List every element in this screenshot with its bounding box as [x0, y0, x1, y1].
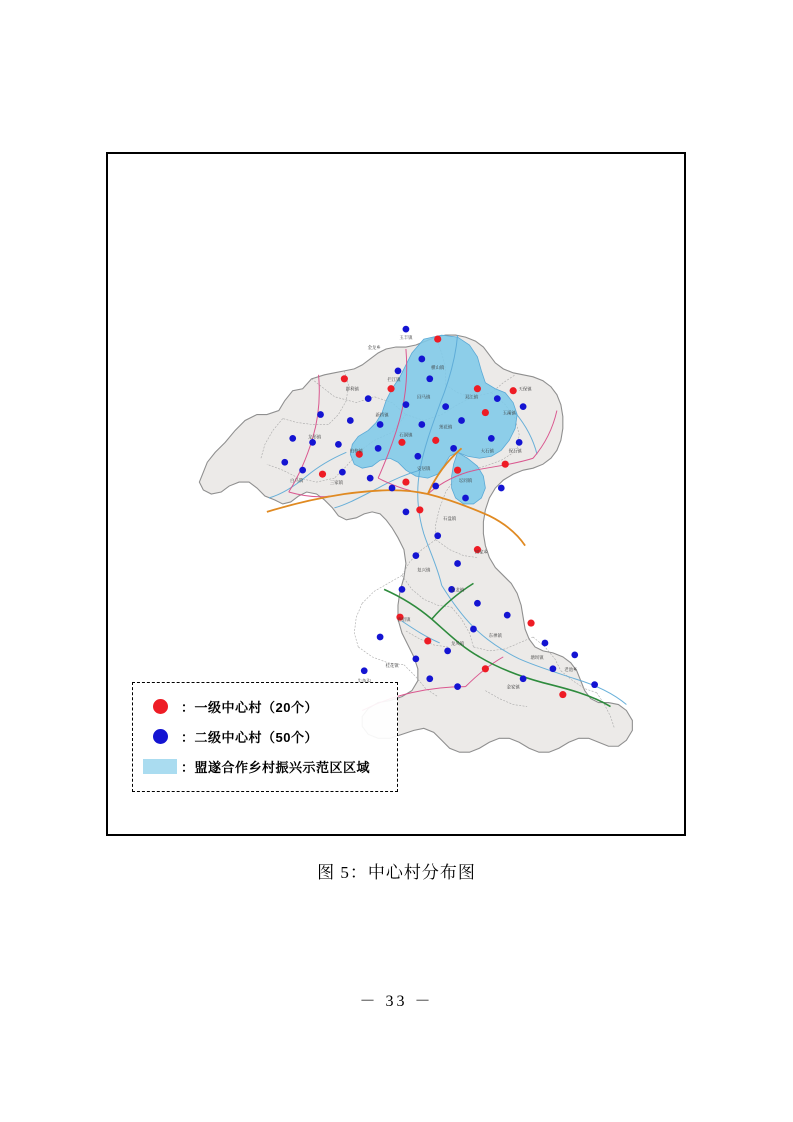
primary-village-dot: [482, 409, 489, 416]
secondary-village-dot: [317, 411, 324, 418]
secondary-village-dot: [347, 417, 354, 424]
township-label: 塘坝镇: [530, 654, 544, 660]
secondary-village-dot: [442, 403, 449, 410]
secondary-village-dot: [309, 439, 316, 446]
secondary-village-dot: [432, 483, 439, 490]
township-label: 新桥镇: [375, 412, 389, 418]
legend-label-zone: ：盟遂合作乡村振兴示范区区域: [181, 759, 371, 775]
township-label: 回马镇: [417, 394, 431, 400]
township-label: 莲花镇: [439, 424, 453, 430]
secondary-village-dot: [454, 683, 461, 690]
primary-village-dot: [424, 637, 431, 644]
secondary-village-dot: [550, 665, 557, 672]
red-dot-icon: [143, 699, 177, 714]
secondary-village-dot: [361, 667, 368, 674]
secondary-village-dot: [367, 475, 374, 482]
secondary-village-dot: [335, 441, 342, 448]
primary-village-dot: [502, 461, 509, 468]
secondary-village-dot: [403, 326, 410, 333]
secondary-village-dot: [434, 532, 441, 539]
secondary-village-dot: [399, 586, 406, 593]
township-label: 白马镇: [290, 478, 304, 484]
primary-village-dot: [398, 439, 405, 446]
primary-village-dot: [482, 665, 489, 672]
primary-village-dot: [416, 506, 423, 513]
primary-village-dot: [387, 385, 394, 392]
secondary-village-dot: [520, 675, 527, 682]
secondary-village-dot: [289, 435, 296, 442]
township-label: 金家镇: [506, 684, 520, 690]
primary-village-dot: [432, 437, 439, 444]
secondary-village-dot: [403, 508, 410, 515]
township-label: 保石镇: [508, 448, 522, 454]
secondary-village-dot: [470, 626, 477, 633]
legend-item-zone: [143, 751, 387, 781]
primary-village-dot: [434, 336, 441, 343]
secondary-village-dot: [542, 640, 549, 647]
primary-village-dot: [319, 471, 326, 478]
township-label: 大石镇: [480, 448, 494, 454]
legend-label-primary: ：一级中心村（20个）: [181, 699, 318, 715]
secondary-village-dot: [520, 403, 527, 410]
township-label: 三家镇: [329, 480, 343, 486]
figure-caption: 图 5：中心村分布图: [317, 863, 476, 882]
township-label: 柏梓镇: [349, 448, 363, 454]
township-label: 石洞镇: [399, 432, 413, 438]
page-number: － 33 －: [359, 993, 434, 1010]
secondary-village-dot: [412, 655, 419, 662]
secondary-village-dot: [571, 652, 578, 659]
secondary-village-dot: [389, 485, 396, 492]
primary-village-dot: [454, 467, 461, 474]
secondary-village-dot: [494, 395, 501, 402]
township-label: 石盘镇: [443, 515, 457, 521]
secondary-village-dot: [281, 459, 288, 466]
secondary-village-dot: [488, 435, 495, 442]
legend-item-secondary: [143, 721, 387, 751]
township-label: 西眉镇: [397, 617, 411, 623]
secondary-village-dot: [418, 356, 425, 363]
secondary-village-dot: [454, 560, 461, 567]
primary-village-dot: [510, 387, 517, 394]
map-stage: [108, 154, 684, 834]
secondary-village-dot: [426, 375, 433, 382]
township-label: 龙形镇: [308, 434, 322, 440]
township-label: 群利镇: [345, 386, 359, 392]
secondary-village-dot: [375, 445, 382, 452]
primary-village-dot: [527, 620, 534, 627]
secondary-village-dot: [299, 467, 306, 474]
secondary-village-dot: [414, 453, 421, 460]
secondary-village-dot: [450, 445, 457, 452]
primary-village-dot: [559, 691, 566, 698]
township-label: 金龙乡: [367, 345, 381, 351]
secondary-village-dot: [339, 469, 346, 476]
township-label: 坛同镇: [458, 478, 473, 484]
secondary-village-dot: [395, 367, 402, 374]
secondary-village-dot: [504, 612, 511, 619]
legend-item-primary: [143, 691, 387, 721]
township-label: 复兴镇: [417, 567, 431, 573]
secondary-village-dot: [516, 439, 523, 446]
secondary-village-dot: [377, 421, 384, 428]
secondary-village-dot: [444, 648, 451, 655]
secondary-village-dot: [498, 485, 505, 492]
township-label: 桂花镇: [385, 662, 399, 668]
primary-village-dot: [402, 479, 409, 486]
township-label: 拦江镇: [387, 376, 401, 382]
primary-village-dot: [474, 385, 481, 392]
township-label: 横山镇: [431, 364, 445, 370]
secondary-village-dot: [412, 552, 419, 559]
township-label: 会龙镇: [451, 587, 465, 593]
secondary-village-dot: [474, 600, 481, 607]
township-label: 老池乡: [564, 666, 578, 672]
township-label: 双江镇: [464, 394, 479, 400]
township-label: 安居镇: [417, 466, 431, 472]
secondary-village-dot: [426, 675, 433, 682]
secondary-village-dot: [365, 395, 372, 402]
secondary-village-dot: [403, 401, 410, 408]
blue-dot-icon: [143, 729, 177, 744]
figure-frame: [106, 152, 686, 836]
secondary-village-dot: [458, 417, 465, 424]
township-label: 田家乡: [474, 549, 488, 555]
township-label: 东禅镇: [488, 633, 502, 639]
secondary-village-dot: [591, 681, 598, 688]
secondary-village-dot: [418, 421, 425, 428]
township-label: 玉溪镇: [502, 410, 516, 416]
map-legend: [132, 682, 398, 792]
secondary-village-dot: [462, 495, 469, 502]
primary-village-dot: [341, 375, 348, 382]
blue-area-swatch-icon: [143, 759, 177, 774]
legend-label-secondary: ：二级中心村（50个）: [181, 729, 318, 745]
township-label: 龙凤镇: [451, 640, 465, 646]
township-label: 玉丰镇: [399, 335, 413, 341]
secondary-village-dot: [377, 634, 384, 641]
township-label: 天保镇: [518, 386, 532, 392]
